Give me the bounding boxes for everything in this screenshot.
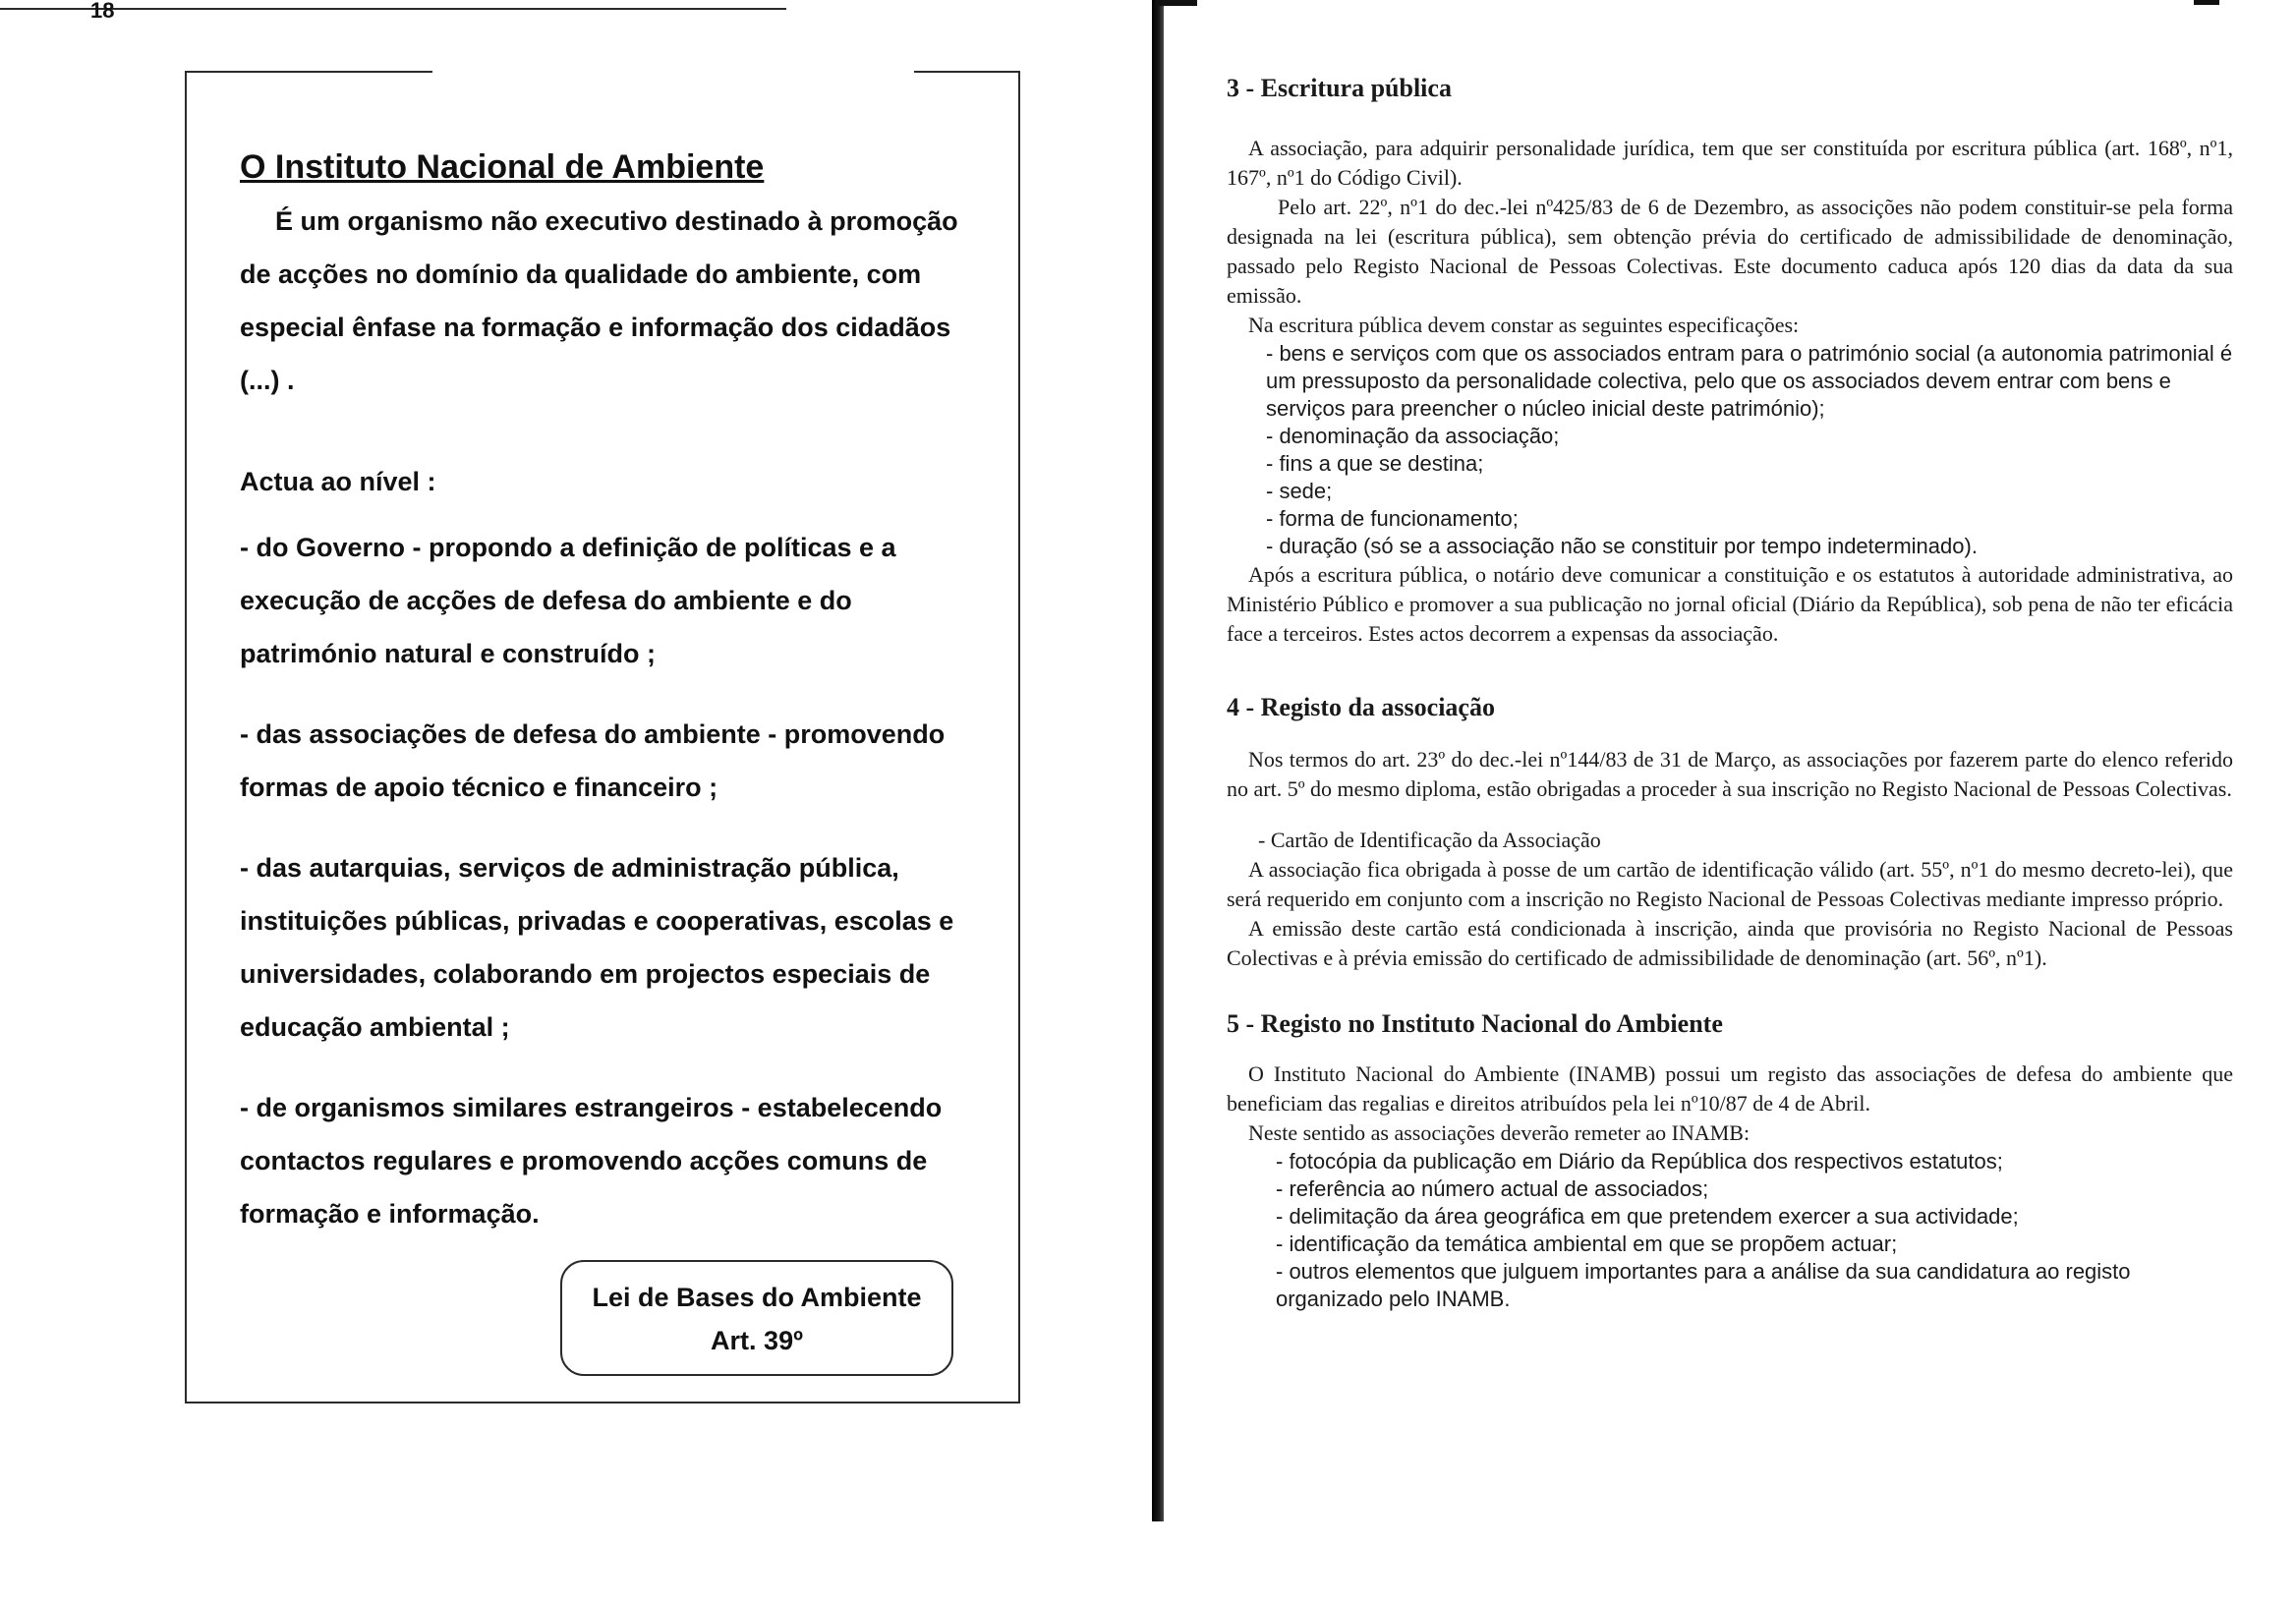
panel-intro: É um organismo não executivo destinado à promoção de acções no domínio da qualidade do ambiente, com especial ênfase na formação e informação dos cidadãos (...) . <box>240 206 958 395</box>
panel-item-associacoes: - das associações de defesa do ambiente - promovendo formas de apoio técnico e financeiro ; <box>240 719 946 802</box>
list-item: - referência ao número actual de associados; <box>1276 1176 1709 1201</box>
list-item: - identificação da temática ambiental em que se propõem actuar; <box>1276 1232 1898 1256</box>
section-4-heading: 4 - Registo da associação <box>1227 693 1495 721</box>
book-spine-shadow <box>1152 0 1164 1521</box>
caption-law-title: Lei de Bases do Ambiente <box>592 1283 922 1312</box>
section-3-paragraph-3: Na escritura pública devem constar as seguintes especificações: <box>1248 313 1800 337</box>
page-corner-mark <box>2194 0 2219 5</box>
panel-label: Actua ao nível : <box>240 467 436 496</box>
list-item: - fins a que se destina; <box>1266 451 1484 476</box>
list-item: - fotocópia da publicação em Diário da República dos respectivos estatutos; <box>1276 1149 2003 1174</box>
section-3-paragraph-4: Após a escritura pública, o notário deve comunicar a constituição e os estatutos à autoridade administrativa, ao Ministério Público e promover a sua publicação no jornal oficial (Diário da República), sob pena de não ter eficácia face a terceiros. Estes actos decorrem a expensas da associação. <box>1227 562 2233 646</box>
list-item: - bens e serviços com que os associados entram para o património social (a autonomia patrimonial é um pressuposto da personalidade colectiva, pelo que os associados devem entrar com bens e serviços para preencher o núcleo inicial deste património); <box>1266 341 2233 421</box>
section-5-list <box>1227 1148 2233 1313</box>
spine-edge-mark <box>1158 0 1197 6</box>
scan-edge-line <box>0 8 786 10</box>
section-5-heading: 5 - Registo no Instituto Nacional do Ambiente <box>1227 1009 1723 1038</box>
section-4-paragraph-2: A associação fica obrigada à posse de um cartão de identificação válido (art. 55º, nº1 do mesmo decreto-lei), que será requerido em conjunto com a inscrição no Registo Nacional de Pessoas Colectivas mediante impresso próprio. <box>1227 857 2233 911</box>
section-5-paragraph-2: Neste sentido as associações deverão remeter ao INAMB: <box>1248 1120 1751 1145</box>
list-item: - denominação da associação; <box>1266 424 1560 448</box>
section-3-heading: 3 - Escritura pública <box>1227 74 1452 102</box>
panel-item-organismos: - de organismos similares estrangeiros - estabelecendo contactos regulares e promovendo acções comuns de formação e informação. <box>240 1093 943 1229</box>
list-item: - outros elementos que julguem importantes para a análise da sua candidatura ao registo organizado pelo INAMB. <box>1276 1259 2131 1311</box>
list-item: - delimitação da área geográfica em que pretendem exercer a sua actividade; <box>1276 1204 2019 1229</box>
caption-article: Art. 39º <box>711 1326 803 1355</box>
caption-box <box>560 1260 953 1376</box>
section-4-subheading: - Cartão de Identificação da Associação <box>1258 828 1601 852</box>
section-3-paragraph-1: A associação, para adquirir personalidade jurídica, tem que ser constituída por escritura pública (art. 168º, nº1, 167º, nº1 do Código Civil). <box>1227 136 2233 190</box>
page-number: 18 <box>90 0 115 23</box>
section-3-list <box>1227 340 2233 560</box>
section-3-paragraph-2: Pelo art. 22º, nº1 do dec.-lei nº425/83 de 6 de Dezembro, as associções não podem constituir-se pela forma designada na lei (escritura pública), sem obtenção prévia do certificado de admissibilidade de denominação, passado pelo Registo Nacional de Pessoas Colectivas. Este documento caduca após 120 dias da data da sua emissão. <box>1227 195 2233 308</box>
panel-title: O Instituto Nacional de Ambiente <box>240 148 765 186</box>
panel-item-autarquias: - das autarquias, serviços de administração pública, instituições públicas, privadas e cooperativas, escolas e universidades, colaborando em projectos especiais de educação ambiental ; <box>240 853 954 1042</box>
list-item: - forma de funcionamento; <box>1266 506 1519 531</box>
list-item: - duração (só se a associação não se constituir por tempo indeterminado). <box>1266 534 1978 558</box>
panel-item-governo: - do Governo - propondo a definição de políticas e a execução de acções de defesa do ambiente e do património natural e construído ; <box>240 533 896 668</box>
list-item: - sede; <box>1266 479 1333 503</box>
right-page-content <box>1227 69 2233 1313</box>
left-panel-content <box>240 140 987 1240</box>
frame-gap <box>432 67 914 75</box>
section-5-paragraph-1: O Instituto Nacional do Ambiente (INAMB) possui um registo das associações de defesa do ambiente que beneficiam das regalias e direitos atribuídos pela lei nº10/87 de 4 de Abril. <box>1227 1061 2233 1116</box>
section-4-paragraph-1: Nos termos do art. 23º do dec.-lei nº144/83 de 31 de Março, as associações por fazerem parte do elenco referido no art. 5º do mesmo diploma, estão obrigadas a proceder à sua inscrição no Registo Nacional de Pessoas Colectivas. <box>1227 747 2233 801</box>
section-4-paragraph-3: A emissão deste cartão está condicionada à inscrição, ainda que provisória no Registo Nacional de Pessoas Colectivas e à prévia emissão do certificado de admissibilidade de denominação (art. 56º, nº1). <box>1227 916 2233 970</box>
